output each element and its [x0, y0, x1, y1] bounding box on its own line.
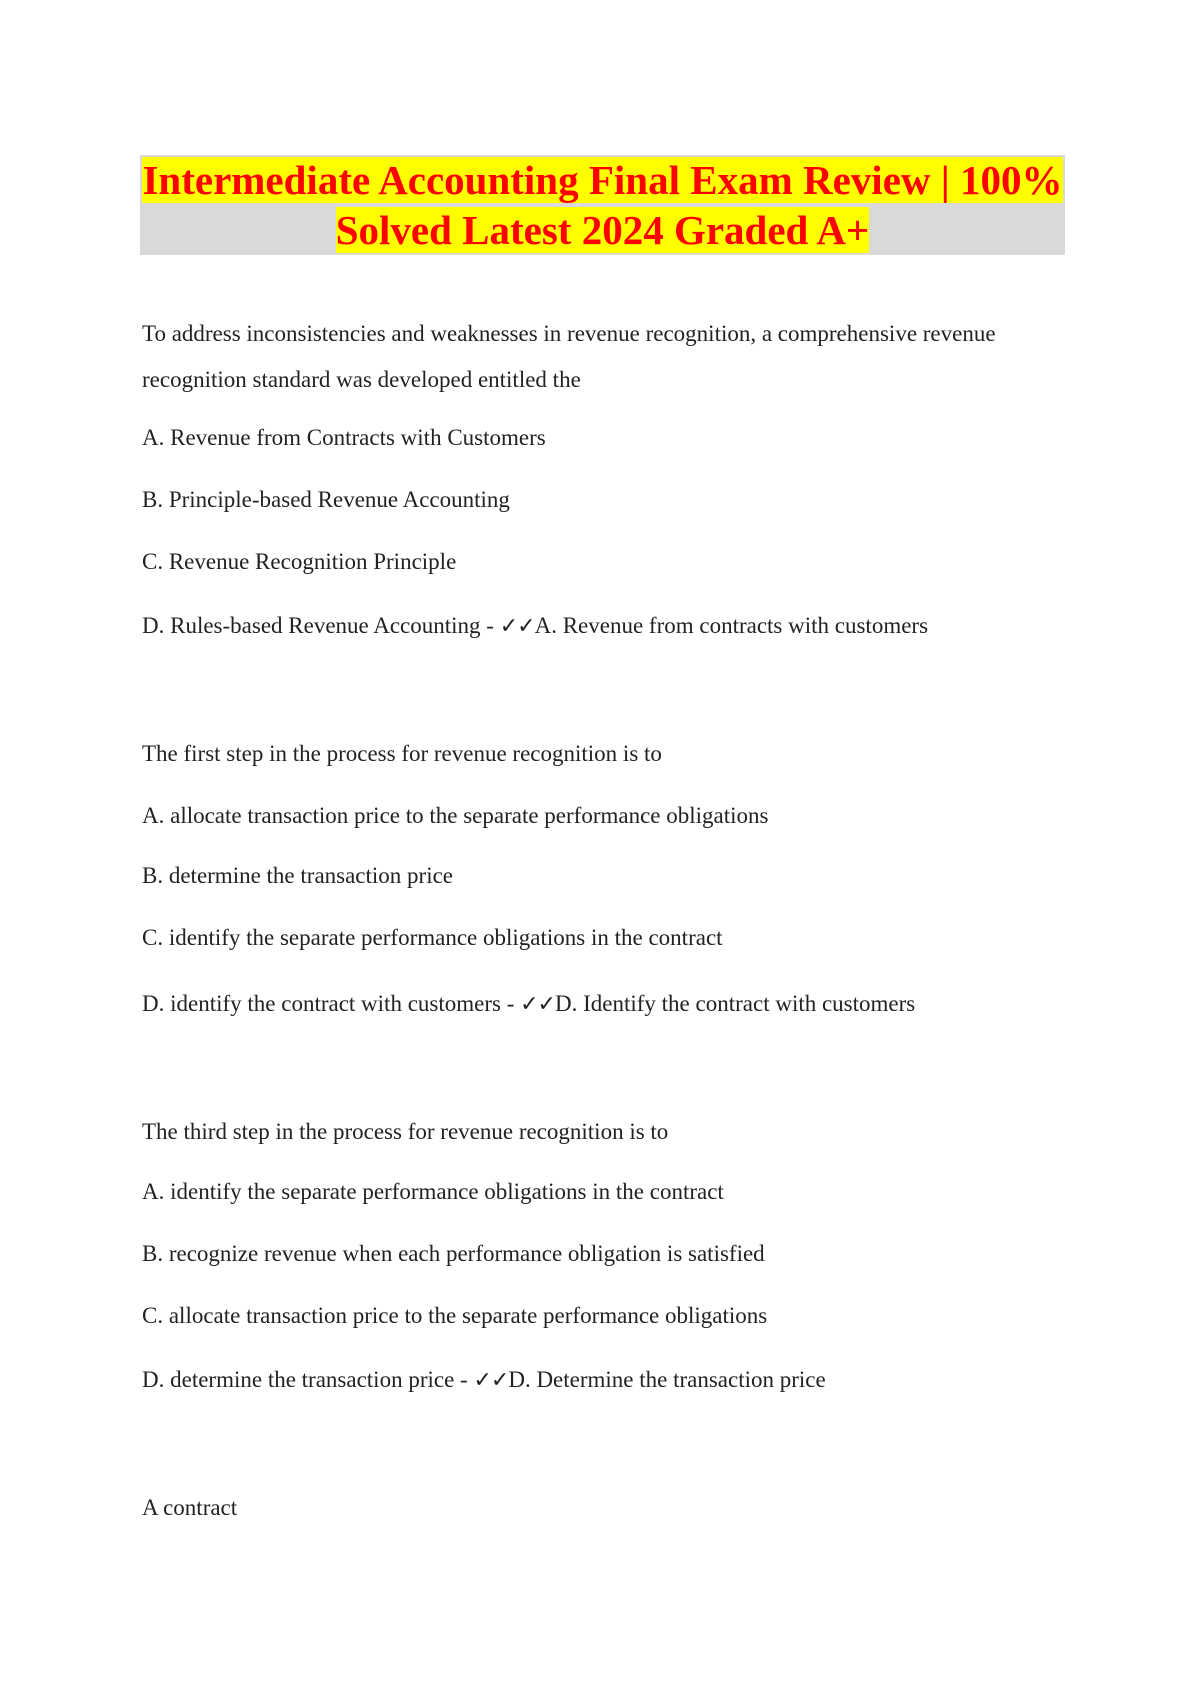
question-2-stem: The first step in the process for revenue recognition is to	[142, 741, 662, 766]
question-2-option-d-line	[142, 990, 915, 1019]
double-checkmark-icon: ✓✓	[473, 1368, 509, 1393]
question-1-option-c: C. Revenue Recognition Principle	[142, 549, 457, 574]
question-3-option-c: C. allocate transaction price to the separate performance obligations	[142, 1303, 768, 1328]
question-2-option-a: A. allocate transaction price to the separate performance obligations	[142, 803, 769, 828]
question-3-stem: The third step in the process for revenue recognition is to	[142, 1119, 669, 1144]
question-3-answer: D. Determine the transaction price	[508, 1367, 826, 1392]
question-3-option-a: A. identify the separate performance obligations in the contract	[142, 1179, 724, 1204]
question-2-option-b: B. determine the transaction price	[142, 863, 454, 888]
title-line-2: Solved Latest 2024 Graded A+	[335, 207, 870, 253]
question-4-stem: A contract	[142, 1495, 238, 1520]
question-1-option-b: B. Principle-based Revenue Accounting	[142, 487, 510, 512]
question-2-answer: D. Identify the contract with customers	[555, 991, 916, 1016]
question-1-option-d-line	[142, 612, 928, 641]
question-1-stem-line-2: recognition standard was developed entitled the	[142, 367, 581, 392]
question-3-option-b: B. recognize revenue when each performance obligation is satisfied	[142, 1241, 765, 1266]
double-checkmark-icon: ✓✓	[520, 992, 555, 1017]
question-2-option-c: C. identify the separate performance obligations in the contract	[142, 925, 723, 950]
question-1-option-d: D. Rules-based Revenue Accounting -	[142, 613, 494, 638]
question-3-option-d: D. determine the transaction price -	[142, 1367, 468, 1392]
double-checkmark-icon: ✓✓	[499, 614, 535, 639]
question-1-stem-line-1: To address inconsistencies and weaknesses in revenue recognition, a comprehensive revenue	[142, 321, 996, 346]
question-1-answer: A. Revenue from contracts with customers	[534, 613, 929, 638]
question-3-option-d-line	[142, 1366, 826, 1395]
question-2-option-d: D. identify the contract with customers -	[142, 991, 515, 1016]
question-1-option-a: A. Revenue from Contracts with Customers	[142, 425, 546, 450]
title-line-1: Intermediate Accounting Final Exam Review | 100%	[142, 157, 1063, 203]
document-title	[140, 155, 1065, 255]
